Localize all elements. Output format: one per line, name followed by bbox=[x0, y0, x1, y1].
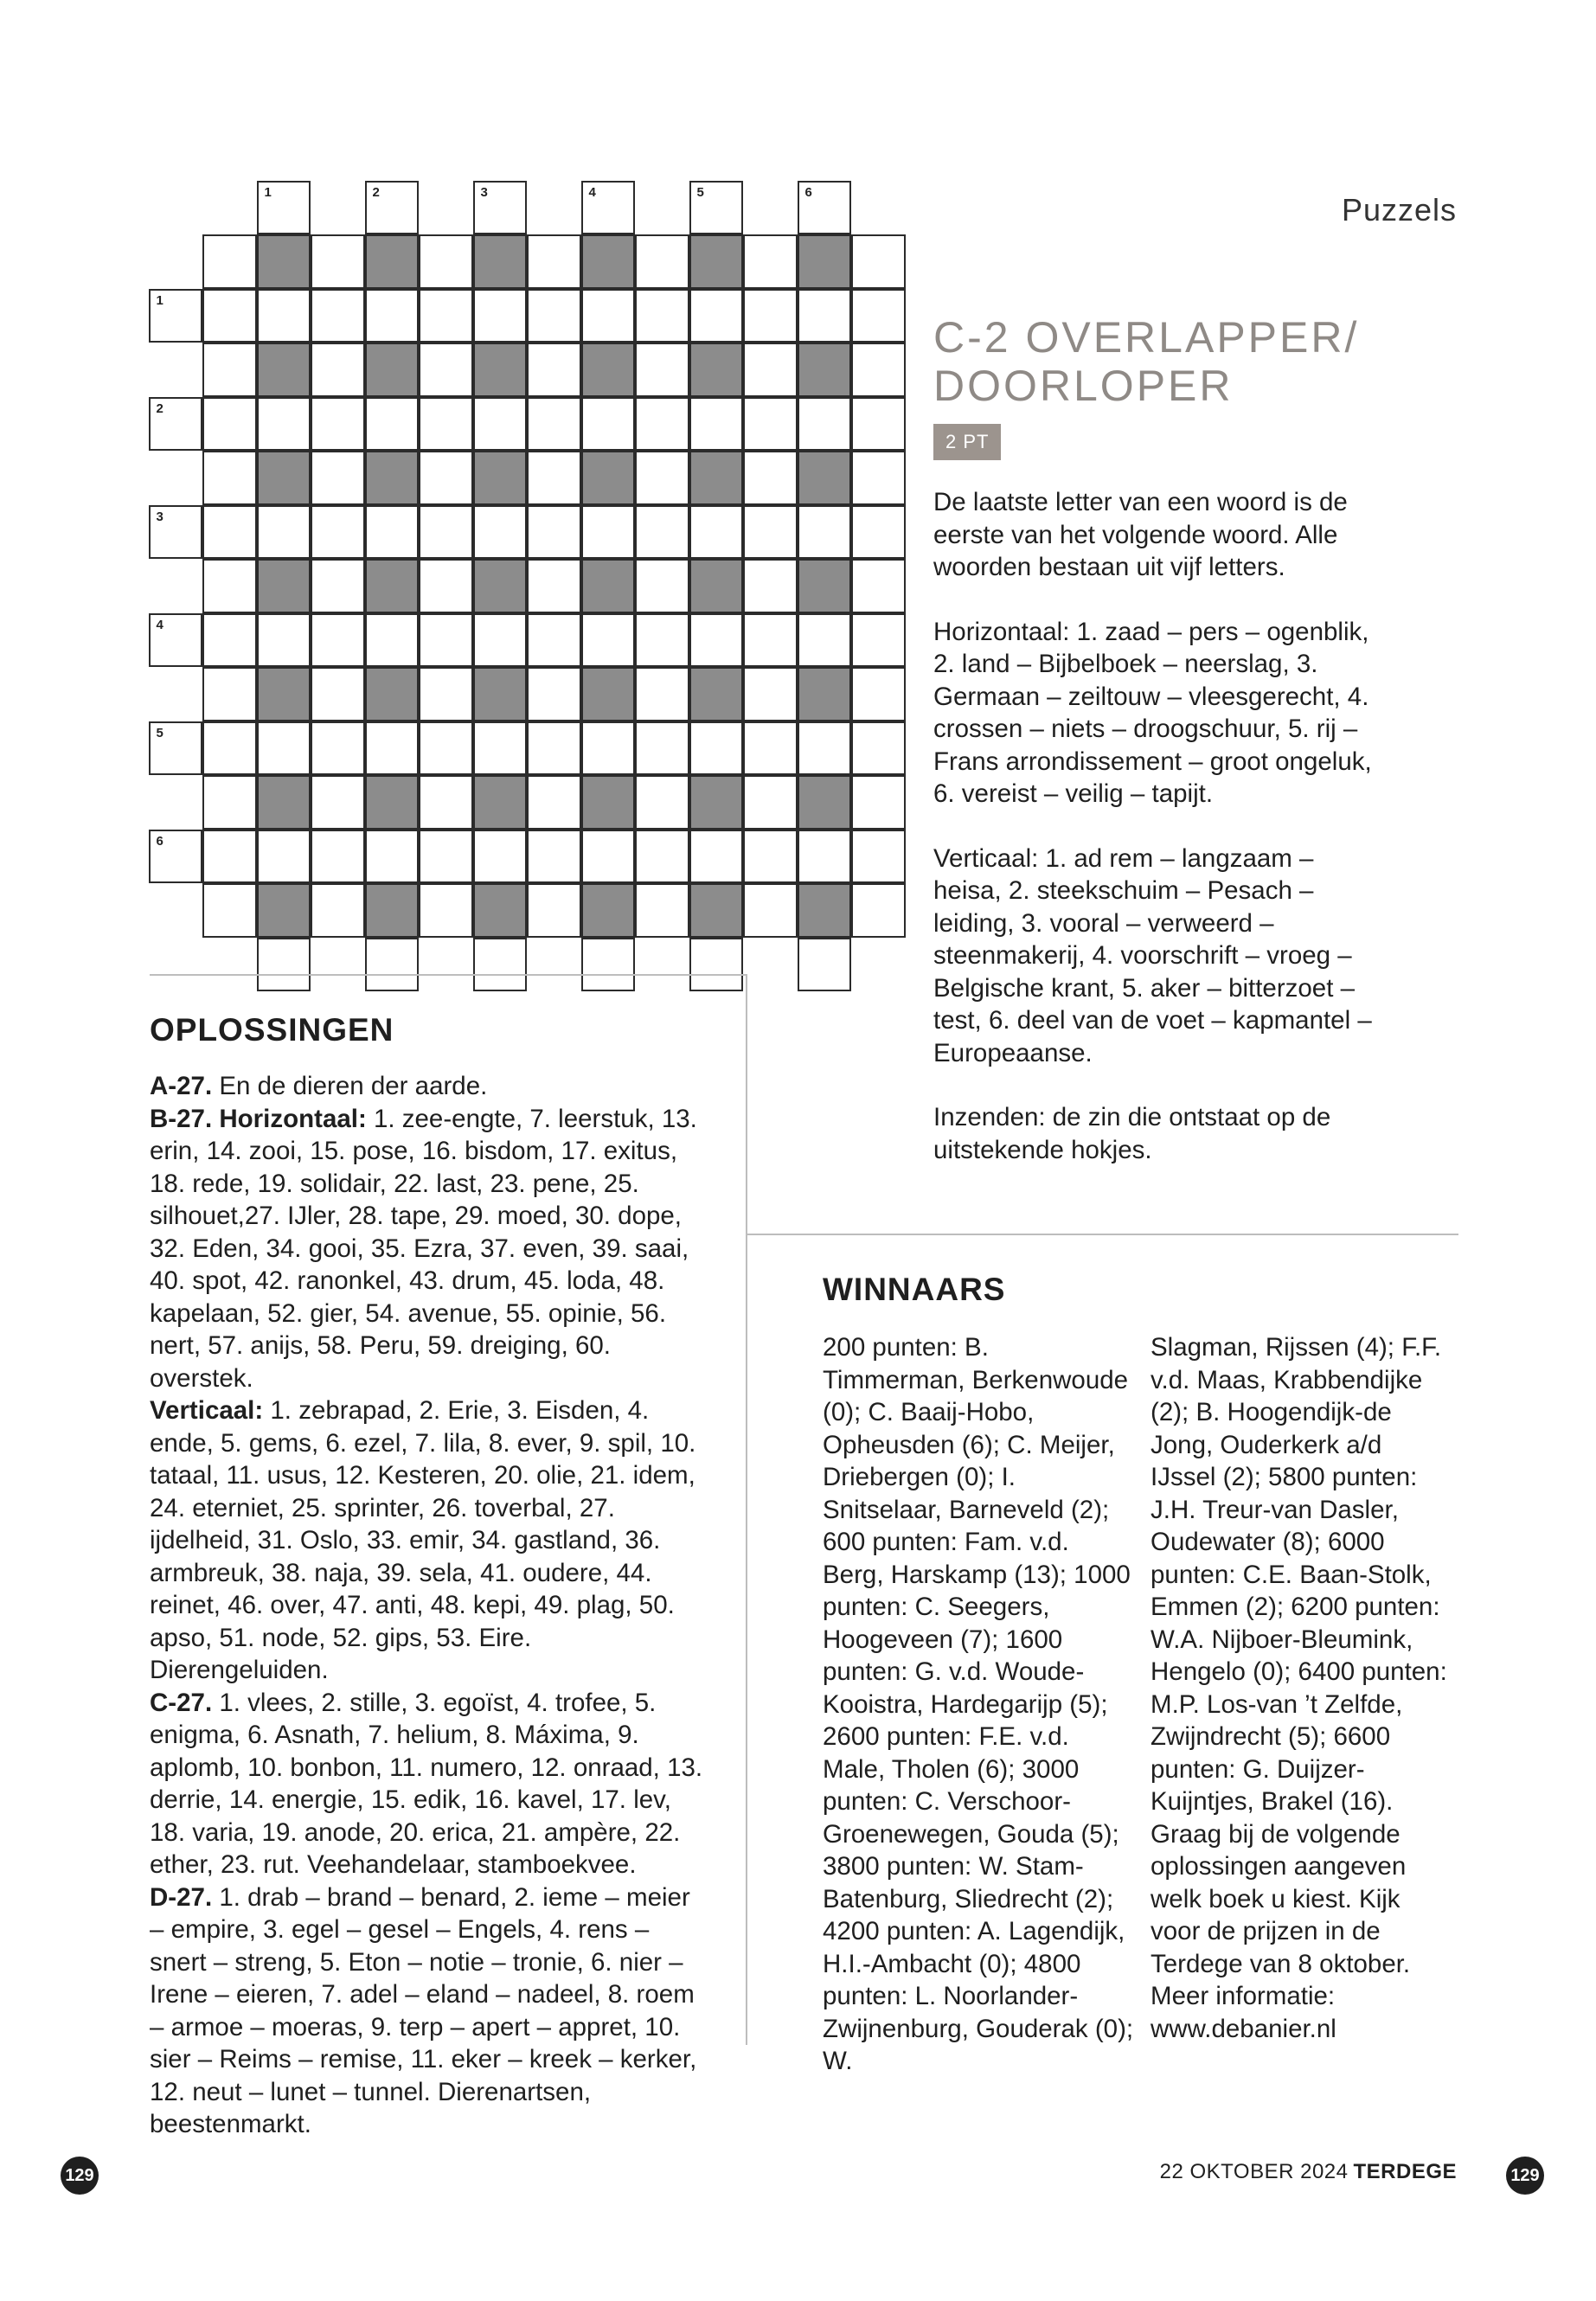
grid-cell bbox=[743, 451, 798, 505]
winners-note: Graag bij de volgende oplossingen aangeven welk boek u kiest. Kijk voor de prijzen in de Terdege van 8 oktober. Meer informatie: www.debanier.nl bbox=[1151, 1819, 1411, 2043]
grid-block bbox=[473, 451, 528, 505]
grid-block bbox=[365, 559, 420, 613]
grid-block bbox=[689, 667, 744, 721]
grid-cell bbox=[202, 559, 257, 613]
grid-cell bbox=[365, 397, 420, 452]
grid-block bbox=[689, 234, 744, 289]
grid-block bbox=[365, 451, 420, 505]
solution-b-label: B-27. Horizontaal: bbox=[150, 1104, 367, 1133]
grid-cell bbox=[365, 613, 420, 668]
puzzle-submit-instructions: Inzenden: de zin die ontstaat op de uitstekende hokjes. bbox=[933, 1103, 1331, 1164]
grid-cell bbox=[689, 613, 744, 668]
puzzle-title-line1: C-2 OVERLAPPER/ bbox=[933, 313, 1360, 362]
grid-cell bbox=[635, 830, 689, 884]
grid-block bbox=[473, 559, 528, 613]
grid-cell bbox=[635, 883, 689, 938]
grid-cell-protruding-left bbox=[149, 397, 203, 452]
grid-cell bbox=[798, 613, 852, 668]
grid-cell bbox=[419, 883, 473, 938]
grid-cell bbox=[689, 830, 744, 884]
solution-d-label: D-27. bbox=[150, 1882, 213, 1912]
footer-date: 22 OKTOBER 2024 bbox=[1159, 2160, 1349, 2183]
grid-number: 6 bbox=[156, 833, 163, 849]
grid-cell bbox=[635, 343, 689, 397]
grid-block bbox=[473, 883, 528, 938]
solution-a-text: En de dieren der aarde. bbox=[212, 1072, 488, 1100]
grid-number: 3 bbox=[156, 509, 163, 524]
solution-b-text: 1. zee-engte, 7. leerstuk, 13. erin, 14. zooi, 15. pose, 16. bisdom, 17. exitus, 18. rede, 19. solidair, 22. last, 23. pene, 25. silhouet,27. IJler, 28. tape, 29. moed, 30. dope, 32. Eden, 34. gooi, 35. Ezra, 37. even, 39. saai, 40. spot, 42. ranonkel, 43. drum, 45. loda, 48. kapelaan, 52. gier, 54. avenue, 55. opinie, 56. nert, 57. anijs, 58. Peru, 59. dreiging, 60. overstek. bbox=[150, 1104, 697, 1393]
grid-cell bbox=[581, 505, 636, 560]
grid-cell bbox=[365, 289, 420, 343]
grid-cell bbox=[311, 505, 365, 560]
grid-cell bbox=[202, 667, 257, 721]
grid-cell bbox=[202, 613, 257, 668]
grid-cell bbox=[527, 830, 581, 884]
grid-block bbox=[798, 343, 852, 397]
grid-cell-protruding-left bbox=[149, 830, 203, 884]
winners-column-2 bbox=[1151, 1331, 1453, 2045]
grid-cell bbox=[689, 397, 744, 452]
grid-cell bbox=[257, 289, 311, 343]
grid-cell-protruding-bottom bbox=[473, 938, 528, 992]
grid-number: 6 bbox=[804, 184, 812, 200]
grid-cell bbox=[202, 775, 257, 830]
grid-block bbox=[473, 667, 528, 721]
grid-cell bbox=[257, 505, 311, 560]
grid-cell bbox=[311, 667, 365, 721]
grid-cell bbox=[311, 289, 365, 343]
grid-cell bbox=[581, 613, 636, 668]
grid-cell bbox=[419, 505, 473, 560]
grid-block bbox=[581, 343, 636, 397]
grid-number: 5 bbox=[696, 184, 704, 200]
puzzle-horizontal-clues: Horizontaal: 1. zaad – pers – ogenblik, 2. land – Bijbelboek – neerslag, 3. Germaan – zeiltouw – vleesgerecht, 4. crossen – niets – droogschuur, 5. rij – Frans arrondissement – groot ongeluk, 6. vereist – veilig – tapijt. bbox=[933, 617, 1372, 808]
grid-cell bbox=[581, 289, 636, 343]
puzzle-vertical-clues: Verticaal: 1. ad rem – langzaam – heisa, 2. steekschuim – Pesach – leiding, 3. vooral – verweerd – steenmakerij, 4. voorschrift – vroeg – Belgische krant, 5. aker – bitterzoet – test, 6. deel van de voet – kapmantel – Europeaanse. bbox=[933, 843, 1372, 1067]
solution-b-vertical bbox=[150, 1394, 708, 1687]
footer-magazine: TERDEGE bbox=[1353, 2160, 1457, 2183]
grid-cell bbox=[527, 343, 581, 397]
grid-cell bbox=[743, 234, 798, 289]
grid-cell bbox=[635, 289, 689, 343]
grid-cell bbox=[527, 613, 581, 668]
grid-cell bbox=[851, 343, 906, 397]
grid-cell bbox=[581, 830, 636, 884]
grid-number: 5 bbox=[156, 725, 163, 740]
grid-cell-protruding-left bbox=[149, 613, 203, 668]
grid-cell bbox=[311, 883, 365, 938]
grid-cell-protruding-bottom bbox=[257, 938, 311, 992]
grid-cell bbox=[311, 613, 365, 668]
grid-block bbox=[257, 559, 311, 613]
grid-cell-protruding-top bbox=[689, 181, 744, 235]
grid-cell bbox=[743, 343, 798, 397]
grid-cell-protruding-top bbox=[798, 181, 852, 235]
grid-cell bbox=[635, 397, 689, 452]
grid-cell bbox=[419, 343, 473, 397]
grid-cell bbox=[635, 775, 689, 830]
grid-cell bbox=[419, 721, 473, 776]
grid-cell bbox=[473, 505, 528, 560]
grid-cell bbox=[851, 397, 906, 452]
grid-cell bbox=[581, 721, 636, 776]
grid-cell bbox=[419, 234, 473, 289]
grid-cell-protruding-bottom bbox=[365, 938, 420, 992]
grid-block bbox=[798, 451, 852, 505]
grid-cell bbox=[202, 505, 257, 560]
grid-block bbox=[257, 451, 311, 505]
grid-cell bbox=[311, 775, 365, 830]
puzzle-title bbox=[933, 313, 1418, 410]
grid-cell bbox=[311, 451, 365, 505]
grid-cell bbox=[851, 775, 906, 830]
solution-c-text: 1. vlees, 2. stille, 3. egoïst, 4. trofee, 5. enigma, 6. Asnath, 7. helium, 8. Máxima, 9. aplomb, 10. bonbon, 11. numero, 12. onraad, 13. derrie, 14. energie, 15. edik, 16. kavel, 17. lev, 18. varia, 19. anode, 20. erica, 21. ampère, 22. ether, 23. rut. Veehandelaar, stamboekvee. bbox=[150, 1688, 703, 1879]
solution-b-vertical-label: Verticaal: bbox=[150, 1396, 264, 1425]
grid-cell bbox=[365, 505, 420, 560]
grid-cell bbox=[473, 830, 528, 884]
puzzle-intro: De laatste letter van een woord is de eerste van het volgende woord. Alle woorden bestaan uit vijf letters. bbox=[933, 488, 1348, 581]
grid-cell bbox=[851, 883, 906, 938]
grid-block bbox=[689, 451, 744, 505]
grid-cell bbox=[257, 830, 311, 884]
grid-number: 3 bbox=[480, 184, 488, 200]
grid-block bbox=[798, 667, 852, 721]
grid-cell bbox=[257, 721, 311, 776]
solution-a-label: A-27. bbox=[150, 1072, 213, 1100]
grid-cell bbox=[851, 289, 906, 343]
solution-c bbox=[150, 1687, 708, 1881]
grid-block bbox=[473, 775, 528, 830]
grid-cell bbox=[635, 451, 689, 505]
grid-cell bbox=[635, 234, 689, 289]
points-badge: 2 PT bbox=[933, 424, 1001, 460]
grid-cell bbox=[635, 559, 689, 613]
footer-issue bbox=[1160, 2160, 1457, 2184]
section-label: Puzzels bbox=[1341, 192, 1457, 228]
grid-block bbox=[798, 559, 852, 613]
grid-cell bbox=[851, 613, 906, 668]
grid-number: 1 bbox=[156, 292, 163, 308]
solution-b bbox=[150, 1103, 708, 1395]
grid-cell bbox=[798, 830, 852, 884]
grid-block bbox=[798, 883, 852, 938]
divider-winners-top bbox=[747, 1234, 1458, 1235]
grid-cell bbox=[419, 289, 473, 343]
grid-number: 2 bbox=[372, 184, 380, 200]
grid-cell-protruding-bottom bbox=[581, 938, 636, 992]
grid-cell bbox=[419, 397, 473, 452]
grid-cell bbox=[311, 721, 365, 776]
grid-block bbox=[365, 883, 420, 938]
grid-cell bbox=[311, 234, 365, 289]
grid-number: 4 bbox=[588, 184, 596, 200]
grid-block bbox=[581, 451, 636, 505]
grid-cell bbox=[851, 234, 906, 289]
grid-block bbox=[689, 775, 744, 830]
grid-cell bbox=[527, 397, 581, 452]
grid-cell bbox=[798, 721, 852, 776]
grid-cell bbox=[527, 559, 581, 613]
grid-block bbox=[365, 343, 420, 397]
grid-cell bbox=[743, 289, 798, 343]
grid-block bbox=[798, 234, 852, 289]
grid-cell bbox=[257, 397, 311, 452]
grid-cell bbox=[798, 505, 852, 560]
grid-cell bbox=[689, 505, 744, 560]
grid-cell bbox=[419, 613, 473, 668]
grid-cell bbox=[473, 721, 528, 776]
grid-cell bbox=[851, 830, 906, 884]
grid-number: 2 bbox=[156, 401, 163, 416]
grid-cell bbox=[743, 505, 798, 560]
grid-block bbox=[473, 343, 528, 397]
grid-cell bbox=[743, 775, 798, 830]
grid-cell bbox=[743, 559, 798, 613]
solution-c-label: C-27. bbox=[150, 1688, 213, 1717]
grid-cell bbox=[202, 883, 257, 938]
grid-cell-protruding-left bbox=[149, 505, 203, 560]
grid-block bbox=[689, 559, 744, 613]
grid-cell bbox=[527, 234, 581, 289]
grid-block bbox=[581, 667, 636, 721]
grid-cell bbox=[527, 505, 581, 560]
grid-cell bbox=[473, 397, 528, 452]
grid-cell-protruding-top bbox=[581, 181, 636, 235]
grid-cell bbox=[635, 667, 689, 721]
grid-cell bbox=[202, 234, 257, 289]
grid-cell bbox=[202, 343, 257, 397]
grid-cell bbox=[311, 343, 365, 397]
grid-block bbox=[365, 775, 420, 830]
grid-block bbox=[798, 775, 852, 830]
grid-cell bbox=[202, 721, 257, 776]
winners-column-1 bbox=[823, 1331, 1134, 2078]
solutions-heading: OPLOSSINGEN bbox=[150, 1012, 394, 1048]
divider-solutions-top bbox=[150, 974, 747, 976]
grid-cell bbox=[202, 830, 257, 884]
grid-cell bbox=[527, 883, 581, 938]
grid-cell bbox=[473, 289, 528, 343]
grid-cell bbox=[743, 397, 798, 452]
grid-number: 1 bbox=[264, 184, 272, 200]
grid-cell bbox=[689, 289, 744, 343]
grid-cell-protruding-left bbox=[149, 289, 203, 343]
grid-cell bbox=[473, 613, 528, 668]
grid-cell bbox=[202, 397, 257, 452]
grid-cell-protruding-top bbox=[365, 181, 420, 235]
divider-vertical bbox=[746, 974, 747, 2045]
solution-d bbox=[150, 1881, 708, 2141]
grid-cell bbox=[581, 397, 636, 452]
solution-d-text: 1. drab – brand – benard, 2. ieme – meier – empire, 3. egel – gesel – Engels, 4. rens – snert – streng, 5. Eton – notie – tronie, 6. nier – Irene – eieren, 7. adel – eland – nadeel, 8. roem – armoe – moeras, 9. terp – apert – appret, 10. sier – Reims – remise, 11. eker – kreek – kerker, 12. neut – lunet – tunnel. Dierenartsen, beestenmarkt. bbox=[150, 1882, 697, 2138]
grid-block bbox=[257, 343, 311, 397]
grid-cell-protruding-left bbox=[149, 721, 203, 776]
grid-block bbox=[365, 234, 420, 289]
puzzle-title-line2: DOORLOPER bbox=[933, 362, 1234, 410]
grid-cell bbox=[202, 289, 257, 343]
grid-cell bbox=[419, 667, 473, 721]
grid-cell bbox=[419, 451, 473, 505]
solutions-text bbox=[150, 1070, 708, 2141]
grid-cell bbox=[419, 830, 473, 884]
grid-cell bbox=[851, 721, 906, 776]
grid-block bbox=[257, 667, 311, 721]
grid-cell-protruding-bottom bbox=[689, 938, 744, 992]
grid-cell bbox=[527, 451, 581, 505]
grid-cell bbox=[743, 721, 798, 776]
grid-cell bbox=[743, 667, 798, 721]
puzzle-clues bbox=[933, 486, 1383, 1198]
grid-block bbox=[257, 234, 311, 289]
grid-block bbox=[581, 775, 636, 830]
grid-cell bbox=[635, 613, 689, 668]
grid-block bbox=[581, 883, 636, 938]
grid-block bbox=[689, 883, 744, 938]
grid-number: 4 bbox=[156, 617, 163, 632]
grid-cell bbox=[743, 830, 798, 884]
grid-block bbox=[365, 667, 420, 721]
page-number-right: 129 bbox=[1506, 2157, 1544, 2195]
grid-cell bbox=[527, 667, 581, 721]
grid-cell bbox=[798, 397, 852, 452]
grid-cell bbox=[743, 613, 798, 668]
grid-cell bbox=[311, 830, 365, 884]
grid-cell bbox=[257, 613, 311, 668]
grid-cell-protruding-bottom bbox=[798, 938, 852, 992]
grid-cell bbox=[851, 559, 906, 613]
grid-cell bbox=[365, 830, 420, 884]
grid-cell bbox=[419, 559, 473, 613]
grid-cell bbox=[527, 289, 581, 343]
grid-cell bbox=[635, 505, 689, 560]
grid-cell bbox=[365, 721, 420, 776]
grid-cell bbox=[635, 721, 689, 776]
grid-cell bbox=[527, 721, 581, 776]
grid-cell-protruding-top bbox=[257, 181, 311, 235]
grid-cell-protruding-top bbox=[473, 181, 528, 235]
grid-cell bbox=[689, 721, 744, 776]
grid-block bbox=[689, 343, 744, 397]
solution-a bbox=[150, 1070, 708, 1103]
winners-heading: WINNAARS bbox=[823, 1272, 1006, 1307]
solution-b-vertical-text: 1. zebrapad, 2. Erie, 3. Eisden, 4. ende, 5. gems, 6. ezel, 7. lila, 8. ever, 9. spil, 10. tataal, 11. usus, 12. Kesteren, 20. olie, 21. idem, 24. eterniet, 25. sprinter, 26. toverbal, 27. ijdelheid, 31. Oslo, 33. emir, 34. gastland, 36. armbreuk, 38. naja, 39. sela, 41. oudere, 44. reinet, 46. over, 47. anti, 48. kepi, 49. plag, 50. apso, 51. node, 52. gips, 53. Eire. Dierengeluiden. bbox=[150, 1396, 696, 1684]
winners-list-1: 200 punten: B. Timmerman, Berkenwoude (0); C. Baaij-Hobo, Opheusden (6); C. Meijer, Driebergen (0); I. Snitselaar, Barneveld (2); 600 punten: Fam. v.d. Berg, Harskamp (13); 1000 punten: C. Seegers, Hoogeveen (7); 1600 punten: G. v.d. Woude-Kooistra, Hardegarijp (5); 2600 punten: F.E. v.d. Male, Tholen (6); 3000 punten: C. Verschoor-Groenewegen, Gouda (5); 3800 punten: W. Stam-Batenburg, Sliedrecht (2); 4200 punten: A. Lagendijk, H.I.-Ambacht (0); 4800 punten: L. Noorlander-Zwijnenburg, Gouderak (0); W. bbox=[823, 1333, 1134, 2075]
grid-cell bbox=[851, 505, 906, 560]
grid-block bbox=[257, 883, 311, 938]
grid-block bbox=[473, 234, 528, 289]
grid-cell bbox=[419, 775, 473, 830]
grid-cell bbox=[311, 397, 365, 452]
grid-cell bbox=[851, 451, 906, 505]
grid-cell bbox=[851, 667, 906, 721]
grid-cell bbox=[798, 289, 852, 343]
grid-cell bbox=[202, 451, 257, 505]
grid-block bbox=[581, 234, 636, 289]
grid-block bbox=[581, 559, 636, 613]
grid-block bbox=[257, 775, 311, 830]
grid-cell bbox=[311, 559, 365, 613]
winners-list-2: Slagman, Rijssen (4); F.F. v.d. Maas, Krabbendijke (2); B. Hoogendijk-de Jong, Ouderkerk a/d IJssel (2); 5800 punten: J.H. Treur-van Dasler, Oudewater (8); 6000 punten: C.E. Baan-Stolk, Emmen (2); 6200 punten: W.A. Nijboer-Bleumink, Hengelo (0); 6400 punten: M.P. Los-van ’t Zelfde, Zwijndrecht (5); 6600 punten: G. Duijzer-Kuijntjes, Brakel (16). bbox=[1151, 1333, 1447, 1816]
grid-cell bbox=[527, 775, 581, 830]
grid-cell bbox=[743, 883, 798, 938]
page-number-left: 129 bbox=[61, 2157, 99, 2195]
